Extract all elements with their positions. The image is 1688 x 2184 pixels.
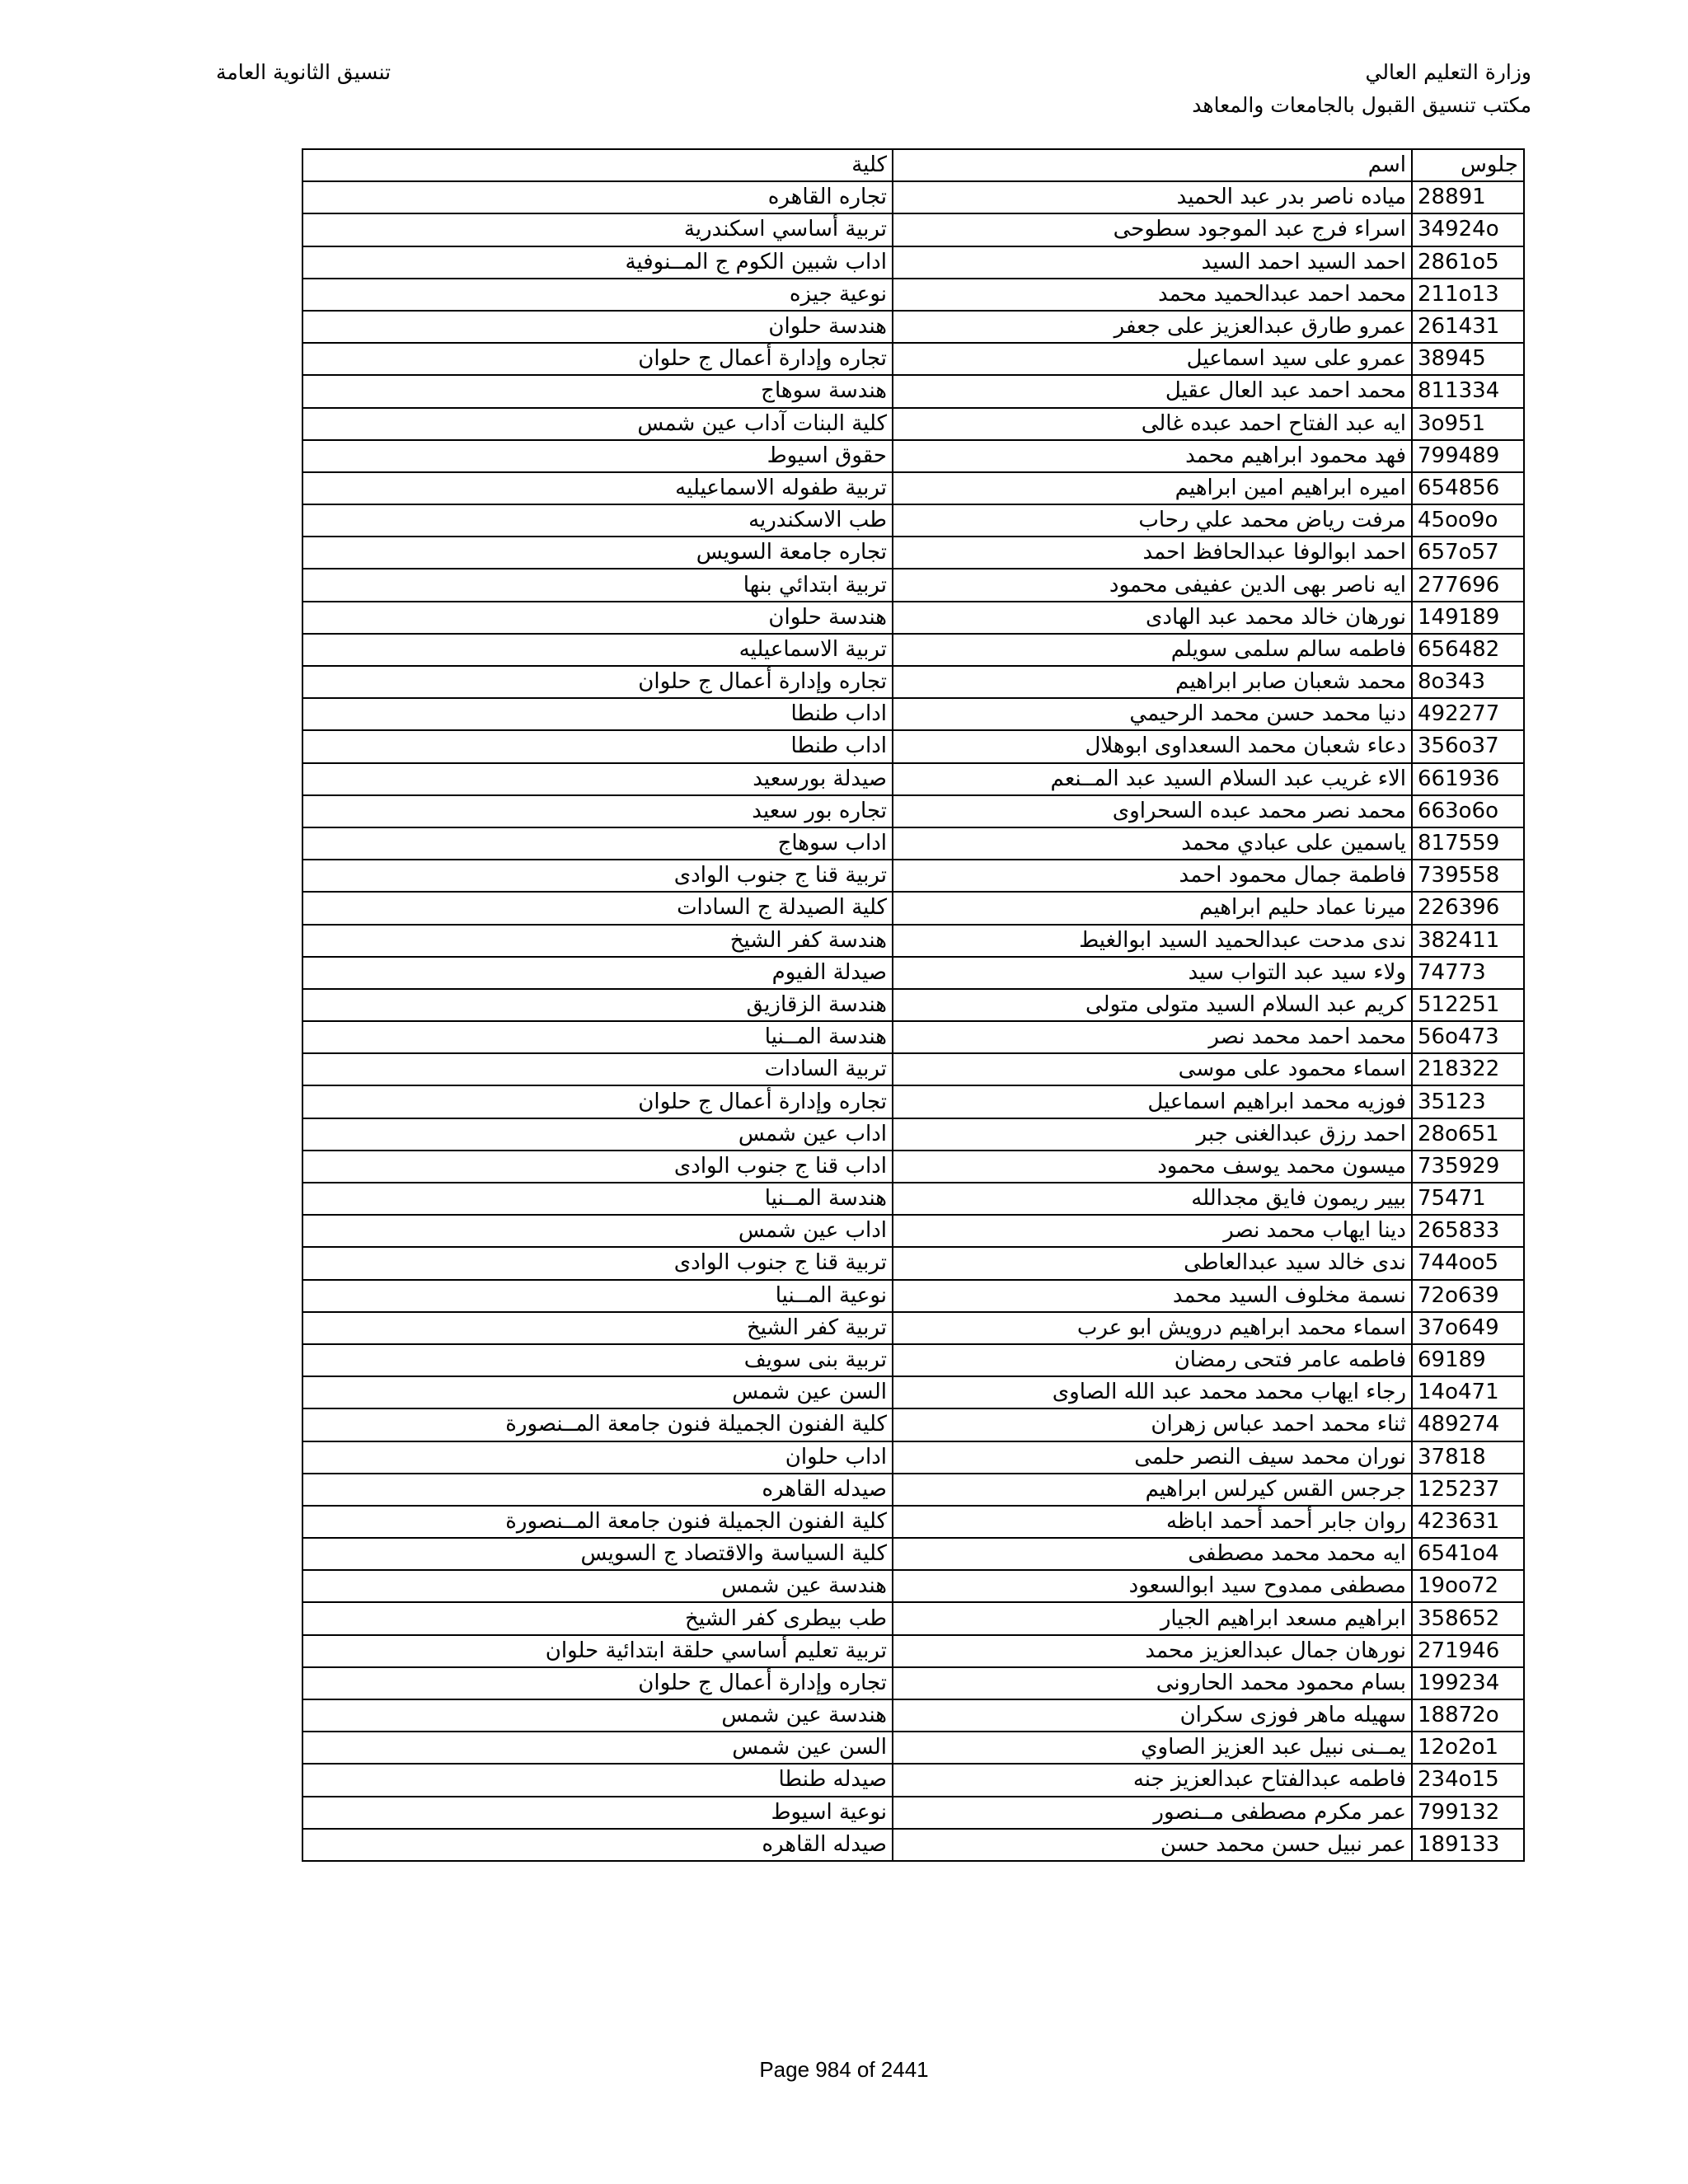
faculty-cell: نوعية جيزه xyxy=(302,279,893,311)
table-row xyxy=(302,666,1524,698)
seat-number-cell: 34924o xyxy=(1412,213,1524,246)
seat-number-cell: 37818 xyxy=(1412,1441,1524,1474)
faculty-cell: اداب عين شمس xyxy=(302,1215,893,1247)
table-row xyxy=(302,408,1524,440)
student-name-cell: نوران محمد سيف النصر حلمى xyxy=(893,1441,1412,1474)
table-row xyxy=(302,1312,1524,1344)
admissions-table xyxy=(302,148,1525,1862)
faculty-cell: كلية البنات آداب عين شمس xyxy=(302,408,893,440)
faculty-cell: هندسة عين شمس xyxy=(302,1570,893,1602)
faculty-cell: هندسة المــنيا xyxy=(302,1021,893,1053)
table-row xyxy=(302,957,1524,989)
faculty-cell: صيدله طنطا xyxy=(302,1764,893,1796)
table-row xyxy=(302,1151,1524,1183)
table-row xyxy=(302,1280,1524,1312)
faculty-cell: تجاره وإدارة أعمال ج حلوان xyxy=(302,1667,893,1699)
faculty-cell: هندسة عين شمس xyxy=(302,1699,893,1732)
seat-number-cell: 654856 xyxy=(1412,472,1524,504)
faculty-cell: كلية الفنون الجميلة فنون جامعة المــنصورة xyxy=(302,1408,893,1441)
table-row xyxy=(302,1570,1524,1602)
faculty-cell: صيدله القاهره xyxy=(302,1474,893,1506)
student-name-cell: نسمة مخلوف السيد محمد xyxy=(893,1280,1412,1312)
student-name-cell: محمد شعبان صابر ابراهيم xyxy=(893,666,1412,698)
table-row xyxy=(302,1053,1524,1085)
student-name-cell: ثناء محمد احمد عباس زهران xyxy=(893,1408,1412,1441)
student-name-cell: ايه محمد محمد مصطفى xyxy=(893,1538,1412,1570)
seat-number-cell: 261431 xyxy=(1412,311,1524,343)
table-row xyxy=(302,1215,1524,1247)
student-name-cell: احمد ابوالوفا عبدالحافظ احمد xyxy=(893,537,1412,569)
student-name-cell: كريم عبد السلام السيد متولى متولى xyxy=(893,989,1412,1021)
student-name-cell: نورهان جمال عبدالعزيز محمد xyxy=(893,1635,1412,1667)
seat-number-cell: 423631 xyxy=(1412,1506,1524,1538)
table-row xyxy=(302,1118,1524,1151)
seat-number-cell: 735929 xyxy=(1412,1151,1524,1183)
faculty-cell: تجاره وإدارة أعمال ج حلوان xyxy=(302,666,893,698)
student-name-cell: الاء غريب عبد السلام السيد عبد المــنعم xyxy=(893,763,1412,795)
student-name-cell: مرفت رياض محمد علي رحاب xyxy=(893,504,1412,537)
student-name-cell: بيير ريمون فايق مجدالله xyxy=(893,1183,1412,1215)
office-title: مكتب تنسيق القبول بالجامعات والمعاهد xyxy=(1192,93,1531,117)
table-row xyxy=(302,1021,1524,1053)
student-name-cell: فاطمه عامر فتحى رمضان xyxy=(893,1344,1412,1376)
student-name-cell: ندى خالد سيد عبدالعاطى xyxy=(893,1247,1412,1279)
seat-number-cell: 189133 xyxy=(1412,1829,1524,1861)
seat-number-cell: 739558 xyxy=(1412,860,1524,892)
table-row xyxy=(302,1635,1524,1667)
faculty-cell: هندسة الزقازيق xyxy=(302,989,893,1021)
seat-number-cell: 489274 xyxy=(1412,1408,1524,1441)
table-row xyxy=(302,246,1524,279)
faculty-cell: تربية السادات xyxy=(302,1053,893,1085)
table-row xyxy=(302,698,1524,730)
table-row xyxy=(302,925,1524,957)
seat-number-cell: 149189 xyxy=(1412,602,1524,634)
faculty-cell: اداب عين شمس xyxy=(302,1118,893,1151)
seat-number-cell: 199234 xyxy=(1412,1667,1524,1699)
faculty-cell: طب الاسكندريه xyxy=(302,504,893,537)
student-name-cell: مصطفى ممدوح سيد ابوالسعود xyxy=(893,1570,1412,1602)
student-name-cell: مياده ناصر بدر عبد الحميد xyxy=(893,181,1412,213)
faculty-cell: تربية قنا ج جنوب الوادى xyxy=(302,860,893,892)
table-row xyxy=(302,213,1524,246)
seat-number-cell: 663o6o xyxy=(1412,795,1524,827)
faculty-cell: صيدلة الفيوم xyxy=(302,957,893,989)
student-name-cell: عمر مكرم مصطفى مــنصور xyxy=(893,1797,1412,1829)
faculty-cell: تربية طفوله الاسماعيليه xyxy=(302,472,893,504)
student-name-cell: احمد رزق عبدالغنى جبر xyxy=(893,1118,1412,1151)
student-name-cell: اسراء فرج عبد الموجود سطوحى xyxy=(893,213,1412,246)
seat-number-cell: 28o651 xyxy=(1412,1118,1524,1151)
seat-number-cell: 265833 xyxy=(1412,1215,1524,1247)
faculty-cell: هندسة حلوان xyxy=(302,311,893,343)
seat-number-cell: 37o649 xyxy=(1412,1312,1524,1344)
table-header-row xyxy=(302,149,1524,181)
student-name-cell: يمــنى نبيل عبد العزيز الصاوي xyxy=(893,1732,1412,1764)
faculty-cell: السن عين شمس xyxy=(302,1376,893,1408)
seat-number-cell: 75471 xyxy=(1412,1183,1524,1215)
seat-number-cell: 125237 xyxy=(1412,1474,1524,1506)
student-name-cell: محمد احمد محمد نصر xyxy=(893,1021,1412,1053)
seat-number-cell: 657o57 xyxy=(1412,537,1524,569)
table-row xyxy=(302,795,1524,827)
faculty-cell: هندسة حلوان xyxy=(302,602,893,634)
seat-number-cell: 492277 xyxy=(1412,698,1524,730)
seat-number-cell: 358652 xyxy=(1412,1602,1524,1634)
student-name-cell: عمرو طارق عبدالعزيز على جعفر xyxy=(893,311,1412,343)
seat-number-cell: 12o2o1 xyxy=(1412,1732,1524,1764)
table-row xyxy=(302,537,1524,569)
student-name-cell: اسماء محمد ابراهيم درويش ابو عرب xyxy=(893,1312,1412,1344)
faculty-cell: السن عين شمس xyxy=(302,1732,893,1764)
faculty-cell: تربية ابتدائي بنها xyxy=(302,569,893,601)
seat-number-cell: 74773 xyxy=(1412,957,1524,989)
table-row xyxy=(302,634,1524,666)
faculty-cell: حقوق اسيوط xyxy=(302,440,893,472)
seat-number-cell: 72o639 xyxy=(1412,1280,1524,1312)
faculty-cell: تربية أساسي اسكندرية xyxy=(302,213,893,246)
seat-number-cell: 38945 xyxy=(1412,343,1524,375)
seat-number-cell: 799489 xyxy=(1412,440,1524,472)
faculty-cell: كلية الفنون الجميلة فنون جامعة المــنصورة xyxy=(302,1506,893,1538)
seat-number-cell: 18872o xyxy=(1412,1699,1524,1732)
page-number: Page 984 of 2441 xyxy=(759,2057,929,2082)
student-name-cell: اميره ابراهيم امين ابراهيم xyxy=(893,472,1412,504)
table-row xyxy=(302,440,1524,472)
table-row xyxy=(302,1247,1524,1279)
table-row xyxy=(302,1538,1524,1570)
faculty-cell: تجاره وإدارة أعمال ج حلوان xyxy=(302,1085,893,1118)
table-row xyxy=(302,311,1524,343)
faculty-cell: هندسة المــنيا xyxy=(302,1183,893,1215)
seat-number-cell: 218322 xyxy=(1412,1053,1524,1085)
student-name-cell: ايه ناصر بهى الدين عفيفى محمود xyxy=(893,569,1412,601)
student-name-cell: دنيا محمد حسن محمد الرحيمي xyxy=(893,698,1412,730)
faculty-cell: تربية كفر الشيخ xyxy=(302,1312,893,1344)
seat-number-cell: 6541o4 xyxy=(1412,1538,1524,1570)
student-name-cell: فاطمه عبدالفتاح عبدالعزيز جنه xyxy=(893,1764,1412,1796)
faculty-cell: صيدله القاهره xyxy=(302,1829,893,1861)
seat-number-cell: 356o37 xyxy=(1412,730,1524,762)
student-name-cell: ايه عبد الفتاح احمد عبده غالى xyxy=(893,408,1412,440)
student-name-cell: جرجس القس كيرلس ابراهيم xyxy=(893,1474,1412,1506)
seat-number-cell: 35123 xyxy=(1412,1085,1524,1118)
table-row xyxy=(302,1183,1524,1215)
student-name-cell: ولاء سيد عبد التواب سيد xyxy=(893,957,1412,989)
seat-number-cell: 277696 xyxy=(1412,569,1524,601)
seat-number-cell: 382411 xyxy=(1412,925,1524,957)
student-name-cell: دعاء شعبان محمد السعداوى ابوهلال xyxy=(893,730,1412,762)
table-row xyxy=(302,472,1524,504)
student-name-cell: عمرو على سيد اسماعيل xyxy=(893,343,1412,375)
table-row xyxy=(302,1376,1524,1408)
table-row xyxy=(302,1408,1524,1441)
table-row xyxy=(302,1474,1524,1506)
column-header-faculty: كلية xyxy=(302,149,893,181)
student-name-cell: بسام محمود محمد الحارونى xyxy=(893,1667,1412,1699)
student-name-cell: روان جابر أحمد أحمد اباظه xyxy=(893,1506,1412,1538)
faculty-cell: تجاره بور سعيد xyxy=(302,795,893,827)
faculty-cell: طب بيطرى كفر الشيخ xyxy=(302,1602,893,1634)
seat-number-cell: 69189 xyxy=(1412,1344,1524,1376)
student-name-cell: فوزيه محمد ابراهيم اسماعيل xyxy=(893,1085,1412,1118)
column-header-name: اسم xyxy=(893,149,1412,181)
table-row xyxy=(302,279,1524,311)
faculty-cell: كلية السياسة والاقتصاد ج السويس xyxy=(302,1538,893,1570)
table-row xyxy=(302,860,1524,892)
table-row xyxy=(302,1797,1524,1829)
table-row xyxy=(302,1764,1524,1796)
seat-number-cell: 744oo5 xyxy=(1412,1247,1524,1279)
table-row xyxy=(302,1506,1524,1538)
table-row xyxy=(302,827,1524,860)
seat-number-cell: 661936 xyxy=(1412,763,1524,795)
faculty-cell: هندسة سوهاج xyxy=(302,375,893,407)
seat-number-cell: 226396 xyxy=(1412,892,1524,924)
seat-number-cell: 28891 xyxy=(1412,181,1524,213)
student-name-cell: محمد احمد عبدالحميد محمد xyxy=(893,279,1412,311)
table-row xyxy=(302,504,1524,537)
seat-number-cell: 3o951 xyxy=(1412,408,1524,440)
student-name-cell: محمد نصر محمد عبده السحراوى xyxy=(893,795,1412,827)
student-name-cell: نورهان خالد محمد عبد الهادى xyxy=(893,602,1412,634)
student-name-cell: عمر نبيل حسن محمد حسن xyxy=(893,1829,1412,1861)
table-row xyxy=(302,1344,1524,1376)
seat-number-cell: 45oo9o xyxy=(1412,504,1524,537)
faculty-cell: اداب شبين الكوم ج المــنوفية xyxy=(302,246,893,279)
table-row xyxy=(302,1829,1524,1861)
student-name-cell: رجاء ايهاب محمد محمد عبد الله الصاوى xyxy=(893,1376,1412,1408)
seat-number-cell: 56o473 xyxy=(1412,1021,1524,1053)
faculty-cell: اداب سوهاج xyxy=(302,827,893,860)
student-name-cell: احمد السيد احمد السيد xyxy=(893,246,1412,279)
seat-number-cell: 817559 xyxy=(1412,827,1524,860)
ministry-title: وزارة التعليم العالي xyxy=(1365,60,1531,84)
faculty-cell: تجاره القاهره xyxy=(302,181,893,213)
table-row xyxy=(302,1602,1524,1634)
faculty-cell: صيدلة بورسعيد xyxy=(302,763,893,795)
faculty-cell: تربية الاسماعيليه xyxy=(302,634,893,666)
table-row xyxy=(302,343,1524,375)
student-name-cell: فاطمه سالم سلمى سويلم xyxy=(893,634,1412,666)
table-row xyxy=(302,375,1524,407)
student-name-cell: ندى مدحت عبدالحميد السيد ابوالغيط xyxy=(893,925,1412,957)
student-name-cell: سهيله ماهر فوزى سكران xyxy=(893,1699,1412,1732)
student-name-cell: دينا ايهاب محمد نصر xyxy=(893,1215,1412,1247)
faculty-cell: اداب حلوان xyxy=(302,1441,893,1474)
faculty-cell: تربية بنى سويف xyxy=(302,1344,893,1376)
program-title: تنسيق الثانوية العامة xyxy=(216,60,392,84)
student-name-cell: ابراهيم مسعد ابراهيم الجيار xyxy=(893,1602,1412,1634)
table-row xyxy=(302,1441,1524,1474)
table-row xyxy=(302,892,1524,924)
seat-number-cell: 19oo72 xyxy=(1412,1570,1524,1602)
table-row xyxy=(302,569,1524,601)
table-row xyxy=(302,1699,1524,1732)
student-name-cell: فهد محمود ابراهيم محمد xyxy=(893,440,1412,472)
faculty-cell: اداب طنطا xyxy=(302,730,893,762)
faculty-cell: تربية تعليم أساسي حلقة ابتدائية حلوان xyxy=(302,1635,893,1667)
table-row xyxy=(302,181,1524,213)
table-row xyxy=(302,1732,1524,1764)
seat-number-cell: 656482 xyxy=(1412,634,1524,666)
student-name-cell: ياسمين على عبادي محمد xyxy=(893,827,1412,860)
table-row xyxy=(302,730,1524,762)
table-row xyxy=(302,989,1524,1021)
column-header-seat: جلوس xyxy=(1412,149,1524,181)
seat-number-cell: 211o13 xyxy=(1412,279,1524,311)
faculty-cell: نوعية اسيوط xyxy=(302,1797,893,1829)
faculty-cell: اداب طنطا xyxy=(302,698,893,730)
table-row xyxy=(302,1085,1524,1118)
faculty-cell: تربية قنا ج جنوب الوادى xyxy=(302,1247,893,1279)
seat-number-cell: 234o15 xyxy=(1412,1764,1524,1796)
table-row xyxy=(302,602,1524,634)
seat-number-cell: 2861o5 xyxy=(1412,246,1524,279)
faculty-cell: كلية الصيدلة ج السادات xyxy=(302,892,893,924)
student-name-cell: ميرنا عماد حليم ابراهيم xyxy=(893,892,1412,924)
seat-number-cell: 14o471 xyxy=(1412,1376,1524,1408)
faculty-cell: اداب قنا ج جنوب الوادى xyxy=(302,1151,893,1183)
table-row xyxy=(302,763,1524,795)
faculty-cell: نوعية المــنيا xyxy=(302,1280,893,1312)
seat-number-cell: 799132 xyxy=(1412,1797,1524,1829)
seat-number-cell: 8o343 xyxy=(1412,666,1524,698)
student-name-cell: فاطمة جمال محمود احمد xyxy=(893,860,1412,892)
student-name-cell: ميسون محمد يوسف محمود xyxy=(893,1151,1412,1183)
faculty-cell: هندسة كفر الشيخ xyxy=(302,925,893,957)
faculty-cell: تجاره جامعة السويس xyxy=(302,537,893,569)
seat-number-cell: 811334 xyxy=(1412,375,1524,407)
seat-number-cell: 512251 xyxy=(1412,989,1524,1021)
table-row xyxy=(302,1667,1524,1699)
student-name-cell: اسماء محمود على موسى xyxy=(893,1053,1412,1085)
student-name-cell: محمد احمد عبد العال عقيل xyxy=(893,375,1412,407)
faculty-cell: تجاره وإدارة أعمال ج حلوان xyxy=(302,343,893,375)
seat-number-cell: 271946 xyxy=(1412,1635,1524,1667)
